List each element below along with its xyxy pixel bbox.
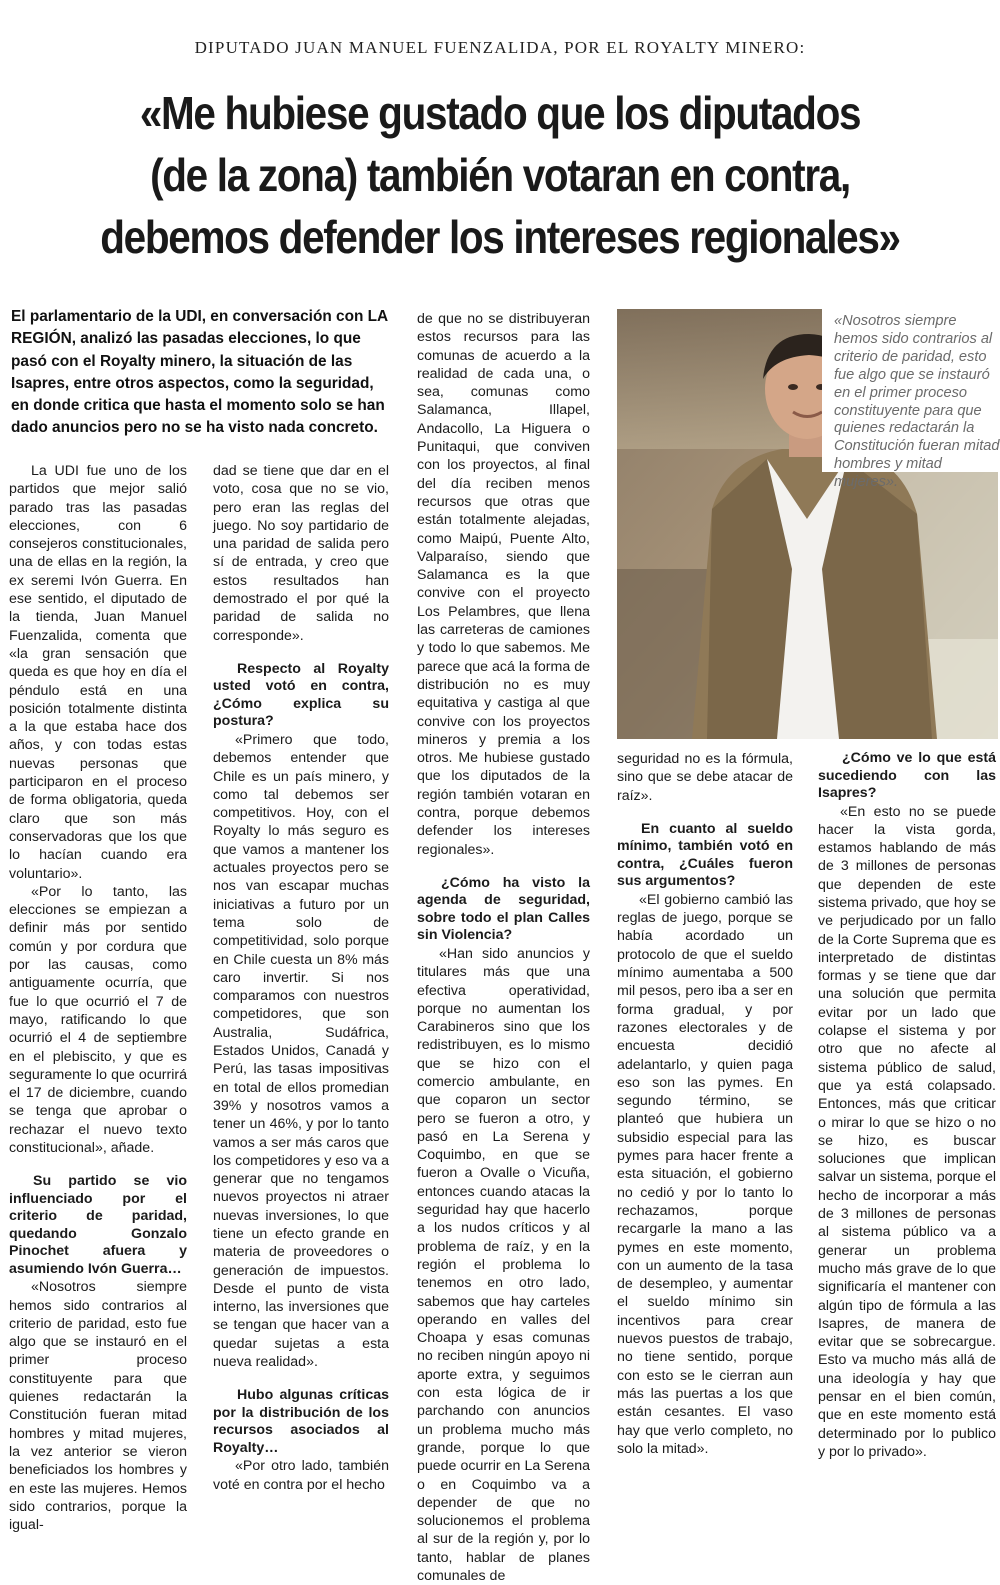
article-lede: El parlamentario de la UDI, en conversación con LA REGIÓN, analizó las pasadas elecciones, lo que pasó con el Royalty minero, la situación de las Isapres, entre otros aspectos, como la seguridad, en donde critica que hasta el momento solo se han dado anuncios pero no se ha visto nada concreto. [11,308,388,437]
article-column-3 [417,310,590,1585]
paragraph: de que no se distribuyeran estos recursos para las comunas de acuerdo a la realidad de cada una, o sea, comunas como Salamanca, Illapel, Andacollo, La Higuera o Punitaqui, que conviven con los proyectos, al final del día reciben menos recursos que otras que están totalmente alejadas, como Maipú, Puente Alto, Valparaíso, siendo que Salamanca es la que convive con el proyecto Los Pelambres, que llena las carreteras de camiones y todo lo que sabemos. Me parece que acá la forma de distribución no es muy equitativa y castiga al que convive con los proyectos mineros y premia a los otros. Me hubiese gustado que los diputados de la región también votaran en contra, porque debemos defender los intereses regionales». [417,311,590,858]
paragraph: «Por lo tanto, las elecciones se empiezan a definir más por sentido común y por cordura que por las causas, como antiguamente ocurría, que fue lo que ocurrió el 7 de mayo, ratificando lo que ocurrió el 4 de septiembre en el plebiscito, y que es seguramente lo que ocurrirá el 17 de diciembre, cuando se tenga que aprobar o rechazar el nuevo texto constitucional», añade. [9,883,187,1156]
paragraph: «El gobierno cambió las reglas de juego, porque se había acordado un protocolo de que el sueldo mínimo aumentaba a 500 mil pesos, pero iba a ser en forma gradual, y por razones electorales y de encuesta decidió adelantarlo, y quien paga eso son las pymes. En segundo término, se planteó que hubiera un subsidio especial para las pymes para hacer frente a esta situación, el gobierno no cedió y por lo tanto lo rechazamos, porque recargarle la mano a las pymes en este momento, con un aumento de la tasa de desempleo, y aumentar el sueldo mínimo sin incentivos para crear nuevos puestos de trabajo, no tiene sentido, porque con esto se le cierran aun más las puertas a los que están cesantes. El vaso hay que verlo completo, no solo la mitad». [617,891,793,1457]
headline-line-3: debemos defender los intereses regionales» [100,211,900,263]
paragraph: La UDI fue uno de los partidos que mejor salió parado tras las pasadas elecciones, con 6 consejeros constitucionales, una de ellas en la región, la ex seremi Ivón Guerra. En ese sentido, el diputado de la tienda, Juan Manuel Fuenzalida, comenta que «la gran sensación que queda es que hoy en día el péndulo está en una posición totalmente distinta a la que estaba hace dos años, y con todas estas nuevas personas que participaron en el proceso de forma obligatoria, queda claro que son más conservadoras que los que lo hacían cuando era voluntario». [9,463,187,882]
interview-question: ¿Cómo ha visto la agenda de seguridad, sobre todo el plan Calles sin Violencia? [417,874,590,944]
paragraph: «Primero que todo, debemos entender que Chile es un país minero, y como tal debemos ser competitivos. Hoy, con el Royalty lo más seguro es que vamos a mantener los actuales proyectos pero se nos van escapar muchas iniciativas a futuro por un tema solo de competitividad, solo porque en Chile cuesta un 8% más caro invertir. Si nos comparamos con nuestros competidores, que son Australia, Sudáfrica, Estados Unidos, Canadá y Perú, las tasas impositivas en total de ellos promedian 39% y nosotros vamos a tener un 46%, y por lo tanto vamos a ser más caros que los competidores y eso va a generar que no tengamos nuevos proyectos ni atraer nuevas inversiones, lo que tiene un efecto grande en materia de proveedores o generación de impuestos. Desde el punto de vista interno, las inversiones que se tengan que hacer van a quedar sujetas a esta nueva realidad». [213,731,389,1371]
pull-quote: «Nosotros siempre hemos sido contrarios al criterio de paridad, esto fue algo que se instauró en el primer proceso constituyente para que quienes redactarán la Constitución fueran mitad hombres y mitad mujeres». [822,308,1000,472]
interview-question: ¿Cómo ve lo que está sucediendo con las Isapres? [818,750,996,801]
interview-question: Respecto al Royalty usted votó en contra, ¿Cómo explica su postura? [213,660,389,730]
article-column-4 [617,750,793,1458]
interview-question: Su partido se vio influenciado por el criterio de paridad, quedando Gonzalo Pinochet afuera y asumiendo Ivón Guerra… [9,1173,187,1277]
paragraph: seguridad no es la fórmula, sino que se debe atacar de raíz». [617,751,793,804]
article-column-1 [9,462,187,1534]
article-headline [78,82,923,268]
headline-line-2: (de la zona) también votaran en contra, [150,149,850,201]
paragraph: «Por otro lado, también voté en contra por el hecho [213,1458,389,1493]
paragraph: «Nosotros siempre hemos sido contrarios al criterio de paridad, esto fue algo que se instauró en el primer proceso constituyente para que quienes redactarán la Constitución fueran mitad hombres y mitad mujeres, la vez anterior se vieron beneficiados los hombres y en este las mujeres. Hemos sido contrarios, porque la igual- [9,1279,187,1534]
headline-line-1: «Me hubiese gustado que los diputados [139,87,861,139]
interview-question: Hubo algunas críticas por la distribución de los recursos asociados al Royalty… [213,1387,389,1456]
article-kicker: DIPUTADO JUAN MANUEL FUENZALIDA, POR EL ROYALTY MINERO: [194,38,806,57]
paragraph: dad se tiene que dar en el voto, cosa que no se vio, pero eran las reglas del juego. No soy partidario de una paridad de salida pero sí de entrada, y creo que estos resultados han demostrado el por qué la paridad de salida no corresponde». [213,463,389,644]
paragraph: «Han sido anuncios y titulares más que una efectiva operatividad, porque no aumentan los Carabineros sino que los redistribuyen, es lo mismo que se hizo con el comercio ambulante, en que coparon un sector pero se fueron a otro, y pasó en La Serena y Coquimbo, en que se fueron a Ovalle o Vicuña, entonces cuando atacas la seguridad hay que hacerlo a los nudos críticos y al problema de raíz, y en la región el problema lo tenemos en otro lado, sabemos que hay carteles operando en valles del Choapa y esas comunas no reciben ningún apoyo ni aporte extra, y seguimos con esta lógica de ir parchando con anuncios un problema mucho más grande, porque lo que puede ocurrir en La Serena o en Coquimbo va a depender de que no solucionemos el problema al sur de la región y, por lo tanto, hablar de planes comunales de [417,945,590,1584]
article-column-2 [213,462,389,1494]
paragraph: «En esto no se puede hacer la vista gorda, estamos hablando de más de 3 millones de personas que dependen de este sistema privado, que hoy se ve perjudicado por un fallo de la Corte Suprema que es interpretado de distintas formas y se tiene que dar una solución que permita evitar por un lado que colapse el sistema y por otro que no afecte al sistema público de salud, que ya está colapsado. Entonces, más que criticar o mirar lo que se hizo o no se hizo, es buscar soluciones que implican salvar un sistema, porque el hecho de incorporar a más de 3 millones de personas al sistema público va a generar un problema mucho más grave de lo que significaría el mantener con algún tipo de fórmula a las Isapres, de manera de evitar que se sobrecargue. Esto va mucho más allá de una ideología y hay que pensar en el bien común, que en este momento está determinado por lo publico y por lo privado». [818,803,996,1460]
article-column-5 [818,750,996,1461]
interview-question: En cuanto al sueldo mínimo, también votó en contra, ¿Cuáles fueron sus argumentos? [617,820,793,890]
